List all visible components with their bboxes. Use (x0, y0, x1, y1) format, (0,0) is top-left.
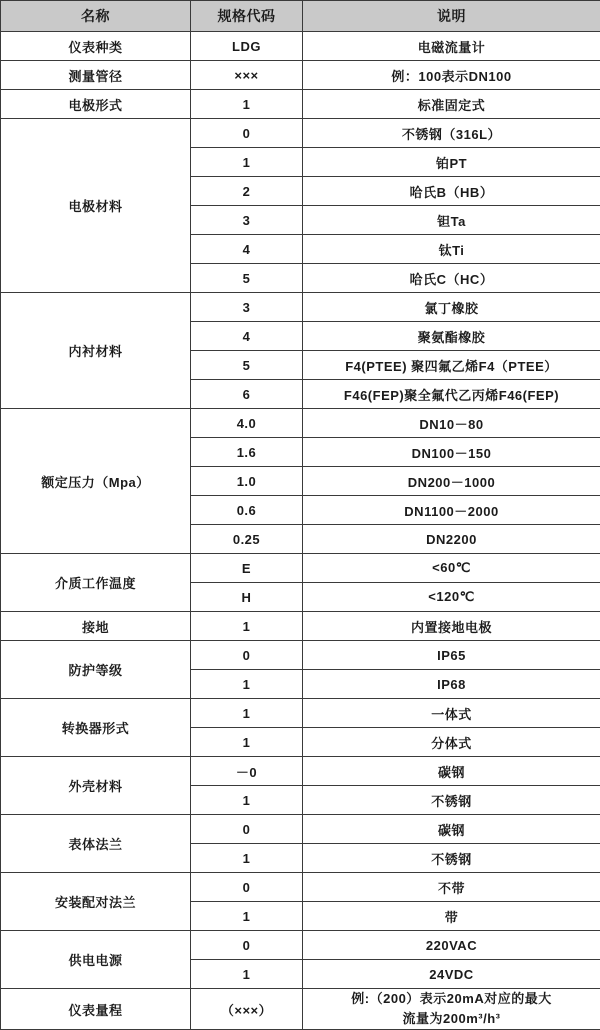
row-description-cell: DN200－1000 (303, 467, 600, 496)
row-description-cell: 氯丁橡胶 (303, 293, 600, 322)
row-code-cell: 4 (191, 235, 303, 264)
row-description-cell: 内置接地电极 (303, 612, 600, 641)
row-description-cell: 不带 (303, 873, 600, 902)
row-description-cell: DN1100－2000 (303, 496, 600, 525)
row-name-cell: 转换器形式 (1, 699, 191, 757)
row-code-cell: ××× (191, 61, 303, 90)
row-description-cell: DN2200 (303, 525, 600, 554)
row-code-cell: 6 (191, 380, 303, 409)
row-code-cell: －0 (191, 757, 303, 786)
row-description-cell: 哈氏C（HC） (303, 264, 600, 293)
row-description-cell (303, 989, 600, 1030)
column-header-name: 名称 (1, 1, 191, 32)
table-header (1, 1, 600, 32)
row-code-cell: 4.0 (191, 409, 303, 438)
row-code-cell: 5 (191, 264, 303, 293)
row-description-cell: 碳钢 (303, 815, 600, 844)
row-code-cell: 0.6 (191, 496, 303, 525)
row-code-cell: E (191, 554, 303, 583)
row-code-cell: 1 (191, 844, 303, 873)
table-row (1, 815, 600, 844)
table-body (1, 32, 600, 1030)
row-name-cell: 接地 (1, 612, 191, 641)
row-code-cell: H (191, 583, 303, 612)
row-code-cell: 0.25 (191, 525, 303, 554)
row-name-cell: 电极材料 (1, 119, 191, 293)
row-code-cell: 0 (191, 873, 303, 902)
row-code-cell: 0 (191, 815, 303, 844)
table-row (1, 612, 600, 641)
row-name-cell: 内衬材料 (1, 293, 191, 409)
row-code-cell: 1 (191, 612, 303, 641)
row-description-cell: 钽Ta (303, 206, 600, 235)
row-name-cell: 表体法兰 (1, 815, 191, 873)
row-description-cell: F46(FEP)聚全氟代乙丙烯F46(FEP) (303, 380, 600, 409)
row-code-cell: 1 (191, 786, 303, 815)
row-description-cell: IP68 (303, 670, 600, 699)
row-name-cell: 防护等级 (1, 641, 191, 699)
row-name-cell: 介质工作温度 (1, 554, 191, 612)
description-line-2: 流量为200m³/h³ (303, 1009, 600, 1029)
row-code-cell: 0 (191, 119, 303, 148)
row-code-cell: 5 (191, 351, 303, 380)
column-header-description: 说明 (303, 1, 600, 32)
row-name-cell: 电极形式 (1, 90, 191, 119)
row-name-cell: 额定压力（Mpa） (1, 409, 191, 554)
row-code-cell: 1.0 (191, 467, 303, 496)
row-code-cell: 0 (191, 641, 303, 670)
row-description-cell: 哈氏B（HB） (303, 177, 600, 206)
row-name-cell: 供电电源 (1, 931, 191, 989)
row-name-cell: 外壳材料 (1, 757, 191, 815)
table-row (1, 61, 600, 90)
row-description-cell: 钛Ti (303, 235, 600, 264)
row-code-cell: 1 (191, 728, 303, 757)
row-code-cell: 1 (191, 670, 303, 699)
row-name-cell: 仪表种类 (1, 32, 191, 61)
table-row (1, 32, 600, 61)
table-row (1, 989, 600, 1030)
row-code-cell: 1 (191, 148, 303, 177)
row-description-cell: 碳钢 (303, 757, 600, 786)
table-row (1, 293, 600, 322)
row-description-cell: 一体式 (303, 699, 600, 728)
row-code-cell: 3 (191, 206, 303, 235)
table-row (1, 554, 600, 583)
row-description-cell: 铂PT (303, 148, 600, 177)
row-code-cell: 1 (191, 90, 303, 119)
row-description-cell: 带 (303, 902, 600, 931)
row-description-cell: 分体式 (303, 728, 600, 757)
row-description-cell: <120℃ (303, 583, 600, 612)
row-description-cell: 标准固定式 (303, 90, 600, 119)
table-row (1, 699, 600, 728)
row-description-cell: 不锈钢（316L） (303, 119, 600, 148)
table-row (1, 931, 600, 960)
row-description-cell: <60℃ (303, 554, 600, 583)
row-description-cell: 不锈钢 (303, 786, 600, 815)
row-name-cell: 安装配对法兰 (1, 873, 191, 931)
row-description-cell: 220VAC (303, 931, 600, 960)
row-code-cell: 1 (191, 699, 303, 728)
row-code-cell: 1 (191, 960, 303, 989)
row-description-cell: 例：100表示DN100 (303, 61, 600, 90)
table-header-row (1, 1, 600, 32)
row-name-cell: 仪表量程 (1, 989, 191, 1030)
row-code-cell: 2 (191, 177, 303, 206)
row-description-cell: 电磁流量计 (303, 32, 600, 61)
row-code-cell: 0 (191, 931, 303, 960)
table-row (1, 757, 600, 786)
row-code-cell: 3 (191, 293, 303, 322)
table-row (1, 90, 600, 119)
row-code-cell: （×××） (191, 989, 303, 1030)
row-code-cell: 1 (191, 902, 303, 931)
row-description-cell: F4(PTEE) 聚四氟乙烯F4（PTEE） (303, 351, 600, 380)
description-line-1: 例:（200）表示20mA对应的最大 (303, 989, 600, 1009)
row-description-cell: 24VDC (303, 960, 600, 989)
table-row (1, 873, 600, 902)
row-description-cell: IP65 (303, 641, 600, 670)
row-description-cell: 聚氨酯橡胶 (303, 322, 600, 351)
row-code-cell: LDG (191, 32, 303, 61)
row-description-cell: DN10－80 (303, 409, 600, 438)
table-row (1, 119, 600, 148)
table-row (1, 409, 600, 438)
row-name-cell: 测量管径 (1, 61, 191, 90)
row-description-cell: 不锈钢 (303, 844, 600, 873)
row-code-cell: 1.6 (191, 438, 303, 467)
table-row (1, 641, 600, 670)
column-header-code: 规格代码 (191, 1, 303, 32)
row-description-cell: DN100－150 (303, 438, 600, 467)
row-code-cell: 4 (191, 322, 303, 351)
